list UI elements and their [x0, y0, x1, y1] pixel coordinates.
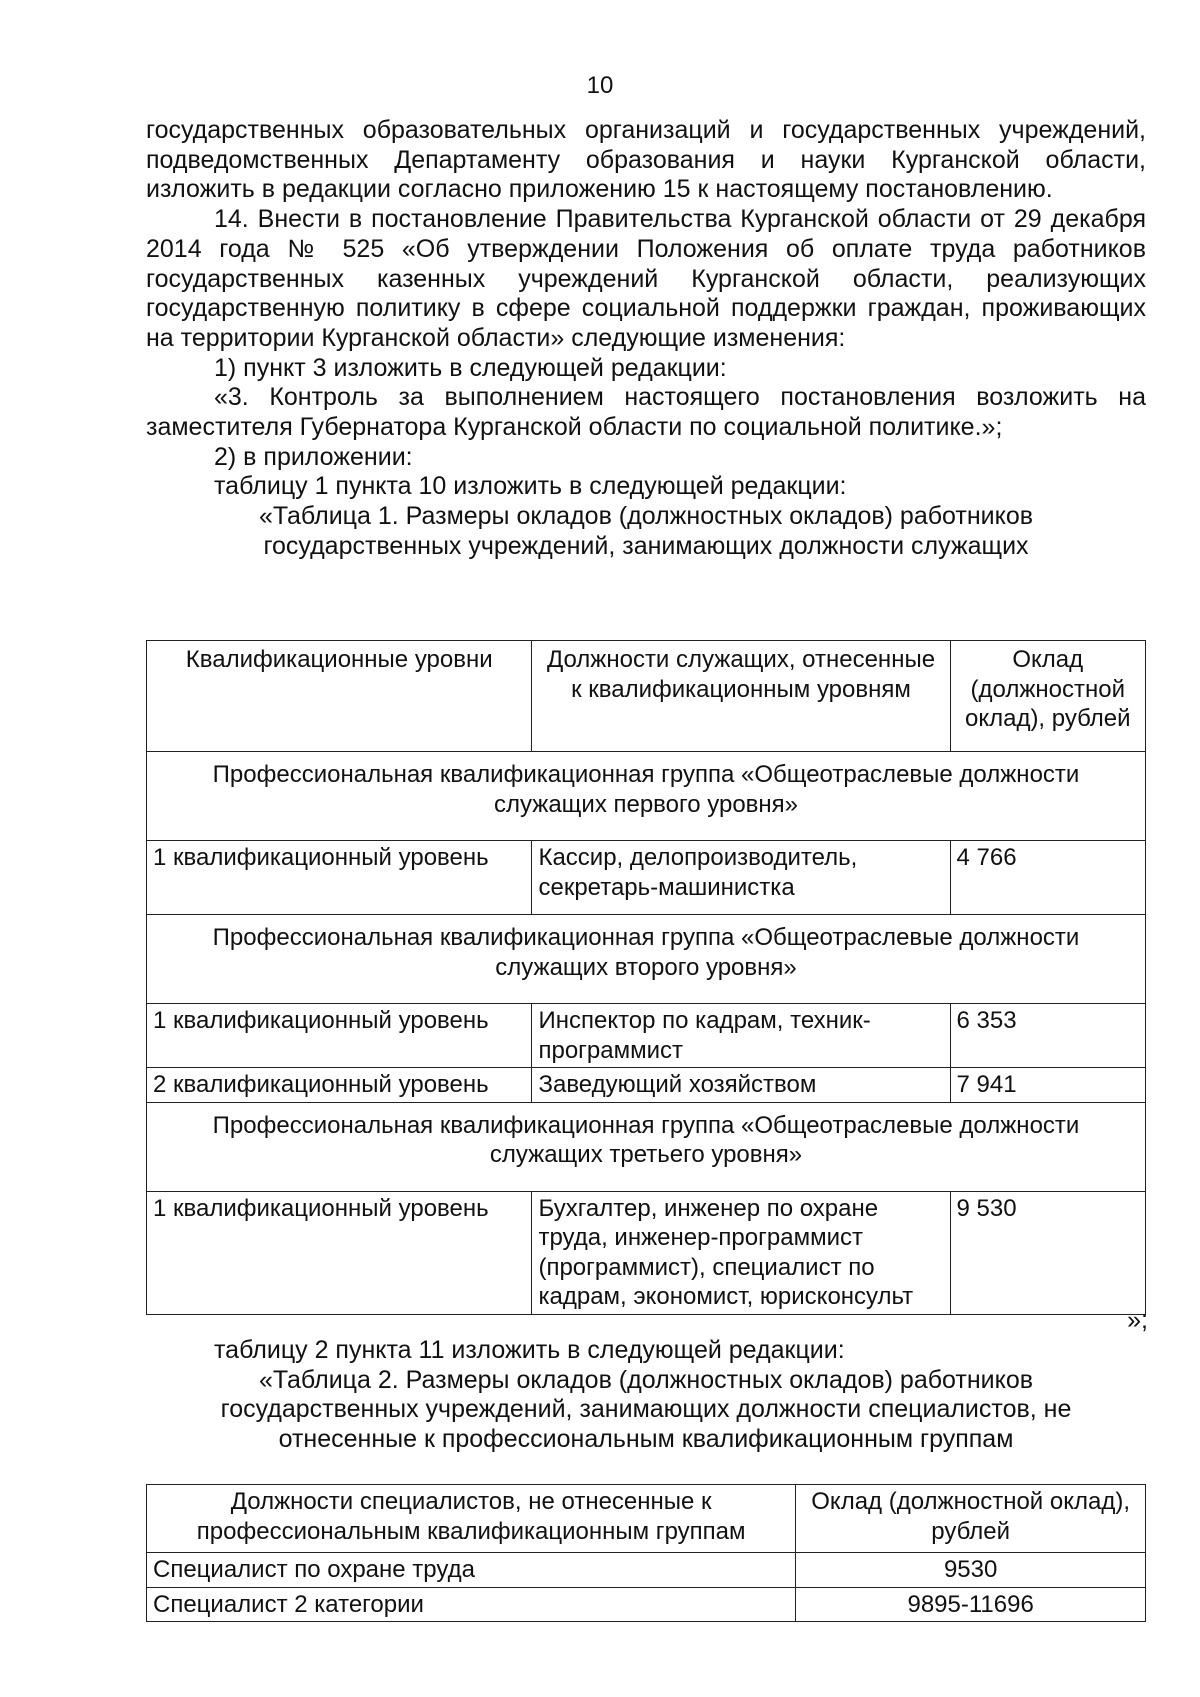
salary-table-1: [146, 640, 1146, 1315]
table-header-row: [147, 1485, 1146, 1553]
cell-salary: 6 353: [950, 1004, 1145, 1068]
header-cell: Оклад (должностной оклад), рублей: [796, 1485, 1146, 1553]
group-title: Профессиональная квалификационная группа «Общеотраслевые должности служащих второго уровня»: [147, 915, 1146, 1004]
cell-positions: Инспектор по кадрам, техник-программист: [532, 1004, 950, 1068]
cell-salary: 9530: [796, 1553, 1146, 1588]
after-table1-text: [146, 1336, 1146, 1455]
paragraph-quote-3: «3. Контроль за выполнением настоящего постановления возложить на заместителя Губернатора Курганской области по социальной политике.»;: [146, 383, 1146, 442]
table-header-row: [147, 641, 1146, 752]
cell-level: 2 квалификационный уровень: [147, 1068, 532, 1103]
cell-positions: Кассир, делопроизводитель, секретарь-машинистка: [532, 841, 950, 915]
cell-positions: Заведующий хозяйством: [532, 1068, 950, 1103]
table-row: [147, 1587, 1146, 1622]
table1-caption: «Таблица 1. Размеры окладов (должностных окладов) работников государственных учреждений, занимающих должности служащих: [258, 502, 1034, 560]
cell-level: 1 квалификационный уровень: [147, 1004, 532, 1068]
cell-level: 1 квалификационный уровень: [147, 841, 532, 915]
group-row: [147, 752, 1146, 841]
table-row: [147, 1004, 1146, 1068]
paragraph-subitem-1: 1) пункт 3 изложить в следующей редакции:: [214, 353, 727, 382]
paragraph-table2-intro: таблицу 2 пункта 11 изложить в следующей редакции:: [214, 1336, 845, 1364]
header-cell: Должности специалистов, не отнесенные к профессиональным квалификационным группам: [147, 1485, 796, 1553]
group-title: Профессиональная квалификационная группа «Общеотраслевые должности служащих первого уровня»: [147, 752, 1146, 841]
table-row: [147, 1068, 1146, 1103]
cell-salary: 7 941: [950, 1068, 1145, 1103]
group-row: [147, 1102, 1146, 1191]
cell-position: Специалист по охране труда: [147, 1553, 796, 1588]
salary-table-2: [146, 1484, 1146, 1622]
header-cell: Должности служащих, отнесенные к квалификационным уровням: [532, 641, 950, 752]
paragraph-item-14: 14. Внести в постановление Правительства Курганской области от 29 декабря 2014 года № 525 «Об утверждении Положения об оплате труда работников государственных казенных учреждений Курганской области, реализующих государственную политику в сфере социальной поддержки граждан, проживающих на территории Курганской области» следующие изменения:: [146, 205, 1146, 352]
table1-closing-quote: »;: [1127, 1306, 1148, 1334]
group-row: [147, 915, 1146, 1004]
table2-caption: «Таблица 2. Размеры окладов (должностных окладов) работников государственных учреждений, занимающих должности специалистов, не отнесенные к профессиональным квалификационным группам: [220, 1365, 1072, 1454]
group-title: Профессиональная квалификационная группа «Общеотраслевые должности служащих третьего уровня»: [147, 1102, 1146, 1191]
cell-positions: Бухгалтер, инженер по охране труда, инженер-программист (программист), специалист по кадрам, экономист, юрисконсульт: [532, 1191, 950, 1314]
cell-level: 1 квалификационный уровень: [147, 1191, 532, 1314]
cell-salary: 9 530: [950, 1191, 1145, 1314]
paragraph-subitem-2: 2) в приложении:: [214, 442, 413, 471]
cell-salary: 9895-11696: [796, 1587, 1146, 1622]
page-number: 10: [586, 72, 614, 99]
header-cell: Квалификационные уровни: [147, 641, 532, 752]
paragraph-table1-intro: таблицу 1 пункта 10 изложить в следующей редакции:: [214, 472, 847, 501]
paragraph-continued: государственных образовательных организаций и государственных учреждений, подведомственных Департаменту образования и науки Курганской области, изложить в редакции согласно приложению 15 к настоящему постановлению.: [146, 116, 1146, 204]
table-row: [147, 1191, 1146, 1314]
header-cell: Оклад (должностной оклад), рублей: [950, 641, 1145, 752]
body-text: [146, 116, 1146, 562]
cell-position: Специалист 2 категории: [147, 1587, 796, 1622]
cell-salary: 4 766: [950, 841, 1145, 915]
table-row: [147, 1553, 1146, 1588]
table-row: [147, 841, 1146, 915]
